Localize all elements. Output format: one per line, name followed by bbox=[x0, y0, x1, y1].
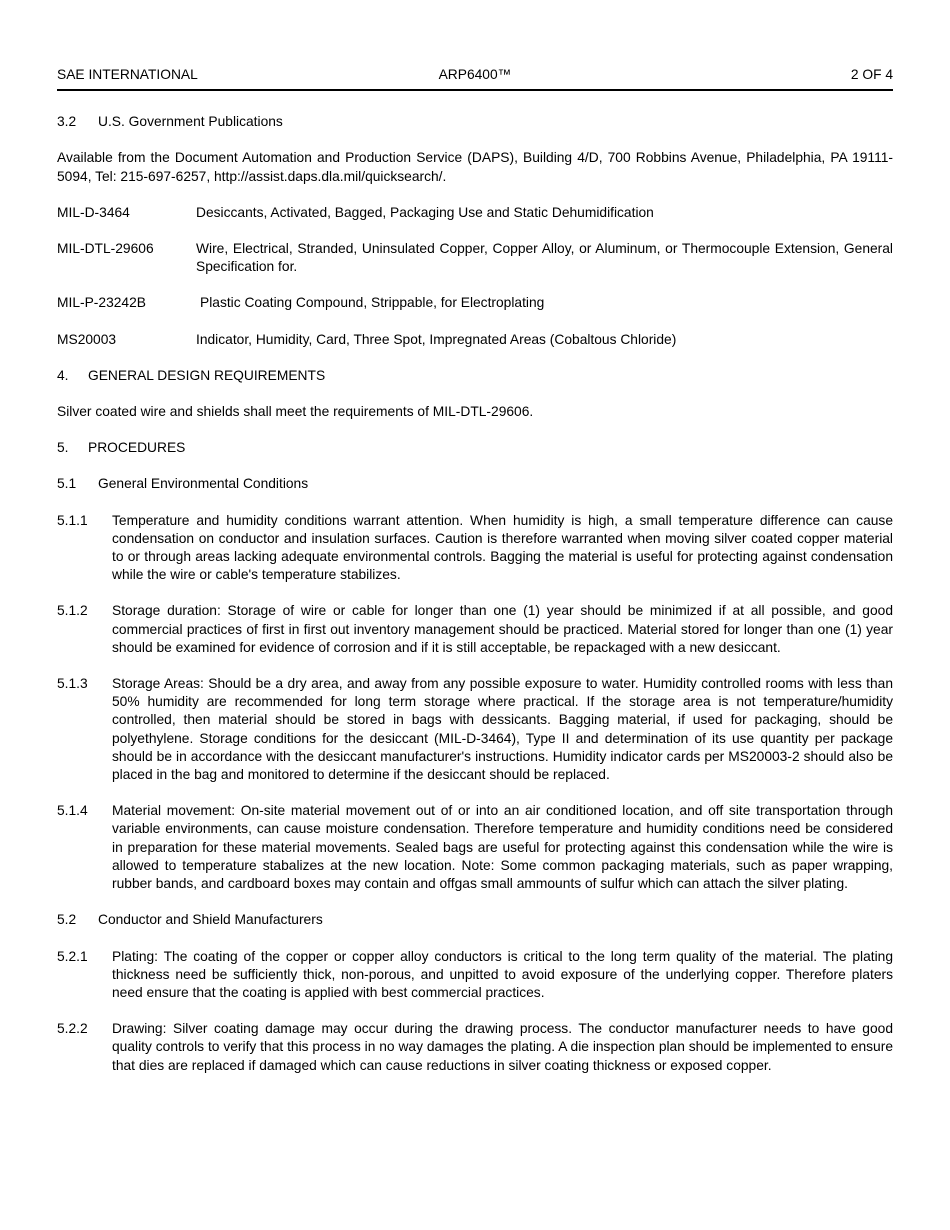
heading-number: 4. bbox=[57, 367, 69, 383]
reference-row-mil-p-23242b bbox=[57, 294, 893, 312]
heading-5-1 bbox=[57, 475, 893, 493]
reference-id: MIL-P-23242B bbox=[57, 295, 146, 311]
clause-number: 5.2.1 bbox=[57, 948, 88, 964]
heading-number: 3.2 bbox=[57, 114, 77, 130]
heading-text: U.S. Government Publications bbox=[98, 114, 283, 130]
reference-title: Desiccants, Activated, Bagged, Packaging Use and Static Dehumidification bbox=[196, 204, 654, 220]
reference-id: MIL-DTL-29606 bbox=[57, 241, 154, 257]
reference-title: Wire, Electrical, Stranded, Uninsulated Copper, Copper Alloy, or Aluminum, or Thermocouple Extension, General Specification for. bbox=[196, 241, 893, 275]
page-header bbox=[57, 66, 893, 91]
reference-row-mil-dtl-29606 bbox=[57, 240, 893, 276]
clause-number: 5.1.4 bbox=[57, 803, 88, 819]
clause-5-1-2 bbox=[57, 602, 893, 657]
clause-text: Temperature and humidity conditions warrant attention. When humidity is high, a small temperature difference can cause condensation on conductor and insulation surfaces. Caution is therefore warranted when moving silver coated copper material to or through areas lacking adequate environmental controls. Bagging the material is useful for protecting against condensation while the wire or cable's temperature stabilizes. bbox=[112, 512, 893, 583]
clause-text: Storage Areas: Should be a dry area, and away from any possible exposure to water. Humidity controlled rooms with less than 50% humidity are recommended for long term storage where practical. If the storage area is not temperature/humidity controlled, then material should be stored in bags with dessicants. Bagging material, if used for packaging, should be polyethylene. Storage conditions for the desiccant (MIL-D-3464), Type II and determination of its use quantity per package should be in accordance with the desiccant manufacturer's instructions. Humidity indicator cards per MS20003-2 should also be placed in the bag and monitored to determine if the desiccant should be replaced. bbox=[112, 676, 893, 783]
heading-text: General Environmental Conditions bbox=[98, 476, 309, 492]
clause-text: Drawing: Silver coating damage may occur during the drawing process. The conductor manufacturer needs to have good quality controls to verify that this process in no way damages the plating. A die inspection plan should be implemented to ensure that dies are replaced if damaged which can cause reductions in silver coating thickness or exposed copper. bbox=[112, 1021, 893, 1073]
header-page-indicator: 2 OF 4 bbox=[850, 67, 894, 82]
heading-number: 5.2 bbox=[57, 912, 77, 928]
clause-5-2-2 bbox=[57, 1020, 893, 1075]
heading-text: Conductor and Shield Manufacturers bbox=[98, 912, 323, 928]
heading-text: GENERAL DESIGN REQUIREMENTS bbox=[88, 367, 326, 383]
paragraph-silver-wire: Silver coated wire and shields shall meet the requirements of MIL-DTL-29606. bbox=[57, 404, 534, 420]
header-publisher: SAE INTERNATIONAL bbox=[57, 67, 198, 82]
clause-5-1-3 bbox=[57, 675, 893, 784]
reference-id: MIL-D-3464 bbox=[57, 204, 130, 220]
clause-5-1-4 bbox=[57, 802, 893, 893]
heading-text: PROCEDURES bbox=[88, 440, 186, 456]
reference-row-ms20003 bbox=[57, 331, 893, 349]
clause-number: 5.2.2 bbox=[57, 1021, 88, 1037]
paragraph-availability: Available from the Document Automation and Production Service (DAPS), Building 4/D, 700 Robbins Avenue, Philadelphia, PA 19111-5094, Tel: 215-697-6257, http://assist.daps.dla.mil/quicksearch/. bbox=[57, 150, 893, 184]
heading-number: 5.1 bbox=[57, 476, 77, 492]
heading-4 bbox=[57, 367, 893, 385]
clause-number: 5.1.3 bbox=[57, 676, 88, 692]
heading-5-2 bbox=[57, 911, 893, 929]
heading-3-2 bbox=[57, 113, 893, 131]
clause-text: Storage duration: Storage of wire or cable for longer than one (1) year should be minimized if at all possible, and good commercial practices of first in first out inventory management should be practiced. Material stored for longer than one (1) year should be examined for evidence of corrosion and if it is still acceptable, be repackaged with a new desiccant. bbox=[112, 603, 893, 655]
heading-5 bbox=[57, 439, 893, 457]
clause-number: 5.1.1 bbox=[57, 512, 88, 528]
header-document-number: ARP6400™ bbox=[438, 67, 512, 82]
clause-5-2-1 bbox=[57, 948, 893, 1003]
clause-5-1-1 bbox=[57, 512, 893, 585]
heading-number: 5. bbox=[57, 440, 69, 456]
clause-text: Plating: The coating of the copper or copper alloy conductors is critical to the long term quality of the material. The plating thickness need be sufficiently thick, non-porous, and unpitted to avoid exposure of the underlying copper. Therefore platers need ensure that the coating is applied with best commercial practices. bbox=[112, 948, 893, 1000]
reference-title: Indicator, Humidity, Card, Three Spot, Impregnated Areas (Cobaltous Chloride) bbox=[196, 331, 677, 347]
reference-title: Plastic Coating Compound, Strippable, for Electroplating bbox=[200, 295, 545, 311]
reference-row-mil-d-3464 bbox=[57, 204, 893, 222]
clause-text: Material movement: On-site material movement out of or into an air conditioned location, and off site transportation through variable environments, can cause moisture condensation. Therefore temperature and humidity conditions need be considered in preparation for these material movements. Sealed bags are useful for protecting against this condensation while the wire is allowed to temperature stabalizes at the new location. Note: Some common packaging materials, such as paper wrapping, rubber bands, and cardboard boxes may contain and offgas small ammounts of sulfur which can attach the silver plating. bbox=[112, 803, 893, 892]
reference-id: MS20003 bbox=[57, 331, 117, 347]
clause-number: 5.1.2 bbox=[57, 603, 88, 619]
